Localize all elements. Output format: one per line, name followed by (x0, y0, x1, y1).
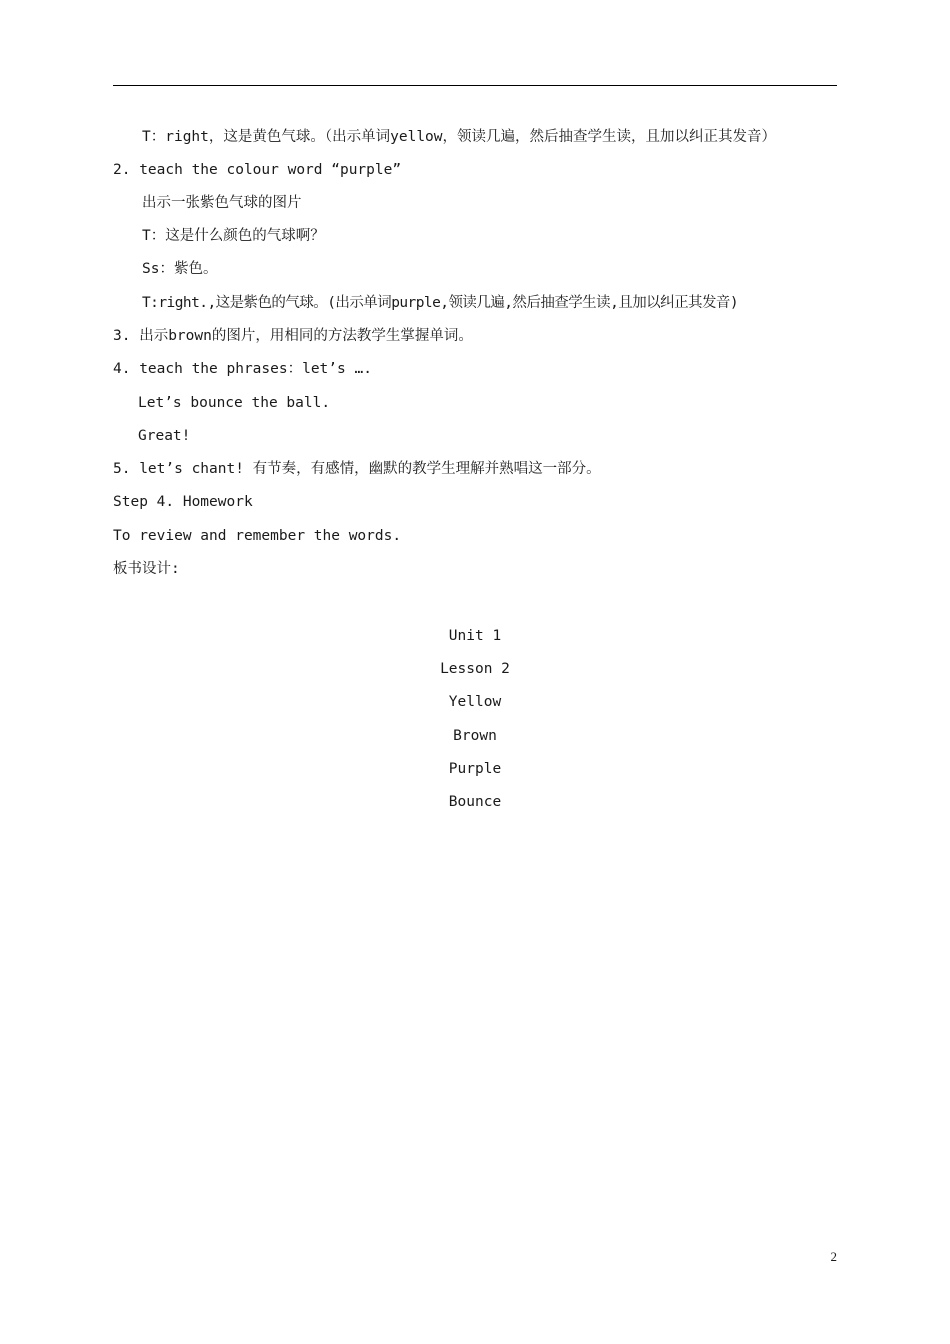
text-line-homework-task: To review and remember the words. (113, 528, 402, 544)
board-unit: Unit 1 (448, 628, 502, 644)
text-line-step-2: 2. teach the colour word “purple” (113, 162, 402, 178)
text-line-step-3: 3. 出示brown的图片，用相同的方法教学生掌握单词。 (113, 328, 473, 344)
text-line-step-4: 4. teach the phrases：let’s …. (113, 361, 372, 377)
text-line-show-purple-picture: 出示一张紫色气球的图片 (142, 195, 302, 211)
page-number: 2 (830, 1249, 837, 1264)
board-lesson: Lesson 2 (440, 661, 510, 677)
board-word-yellow: Yellow (448, 694, 502, 710)
text-line-bounce-ball: Let’s bounce the ball. (138, 395, 331, 411)
text-line-t-right-yellow: T：right，这是黄色气球。（出示单词yellow，领读几遍，然后抽查学生读，且加以纠正其发音） (142, 129, 777, 145)
text-line-teacher-question: T：这是什么颜色的气球啊？ (142, 228, 325, 244)
text-line-students-answer: Ss：紫色。 (142, 261, 218, 277)
text-line-board-design: 板书设计: (113, 561, 180, 577)
board-word-bounce: Bounce (448, 794, 502, 810)
text-line-homework-heading: Step 4. Homework (113, 494, 253, 510)
board-word-brown: Brown (453, 728, 497, 744)
text-line-t-right-purple: T:right.,这是紫色的气球。(出示单词purple,领读几遍,然后抽查学生读,且加以纠正其发音) (142, 295, 739, 311)
text-line-great: Great! (138, 428, 191, 444)
header-rule (113, 85, 837, 86)
text-line-step-5: 5. let’s chant! 有节奏，有感情，幽默的教学生理解并熟唱这一部分。 (113, 461, 601, 477)
board-word-purple: Purple (448, 761, 502, 777)
